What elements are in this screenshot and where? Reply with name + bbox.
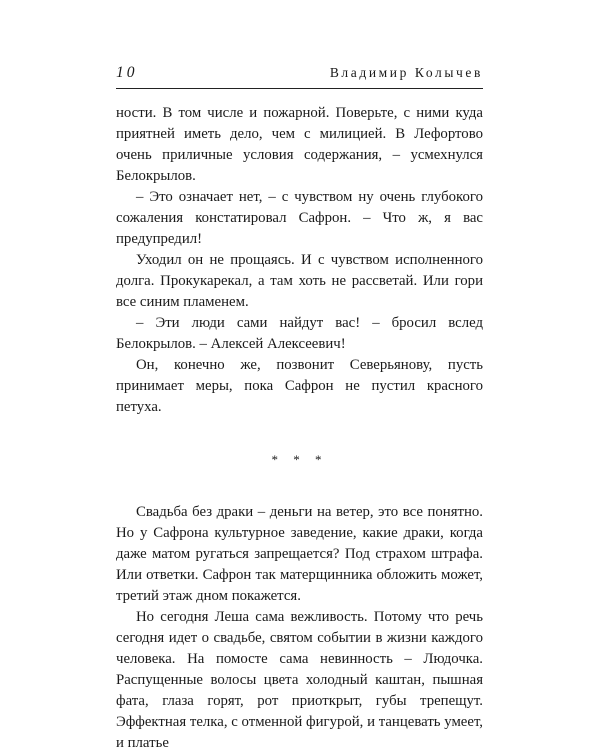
section-separator: * * * xyxy=(271,452,328,467)
paragraph: Уходил он не прощаясь. И с чувством исполненного долга. Прокукарекал, а там хоть не рассветай. Или гори все синим пламенем. xyxy=(116,252,483,310)
page-number: 10 xyxy=(116,64,138,81)
text-section-1 xyxy=(116,103,483,418)
running-head-author: Владимир Колычев xyxy=(329,65,483,80)
paragraph: ности. В том числе и пожарной. Поверьте, с ними куда приятней иметь дело, чем с милицией. В Лефортово очень приличные условия содержания, – усмехнулся Белокрылов. xyxy=(116,105,483,184)
paragraph: Свадьба без драки – деньги на ветер, это все понятно. Но у Сафрона культурное заведение, какие драки, когда даже матом ругаться запрещается? Под страхом штрафа. Или ответки. Сафрон так матерщинника обложить может, третий этаж дном покажется. xyxy=(116,504,483,604)
text-section-2 xyxy=(116,502,483,750)
paragraph: Но сегодня Леша сама вежливость. Потому что речь сегодня идет о свадьбе, святом событии в жизни каждого человека. На помосте сама невинность – Людочка. Распущенные волосы цвета холодный каштан, пышная фата, глаза горят, рот приоткрыт, губы трепещут. Эффектная телка, с отменной фигурой, и танцевать умеет, и платье xyxy=(116,609,483,750)
paragraph: Он, конечно же, позвонит Северьянову, пусть принимает меры, пока Сафрон не пустил красного петуха. xyxy=(116,357,483,415)
paragraph: – Это означает нет, – с чувством ну очень глубокого сожаления констатировал Сафрон. – Что ж, я вас предупредил! xyxy=(116,189,483,247)
page-body xyxy=(116,103,483,750)
page-header xyxy=(116,62,483,89)
paragraph: – Эти люди сами найдут вас! – бросил вслед Белокрылов. – Алексей Алексеевич! xyxy=(116,315,483,352)
